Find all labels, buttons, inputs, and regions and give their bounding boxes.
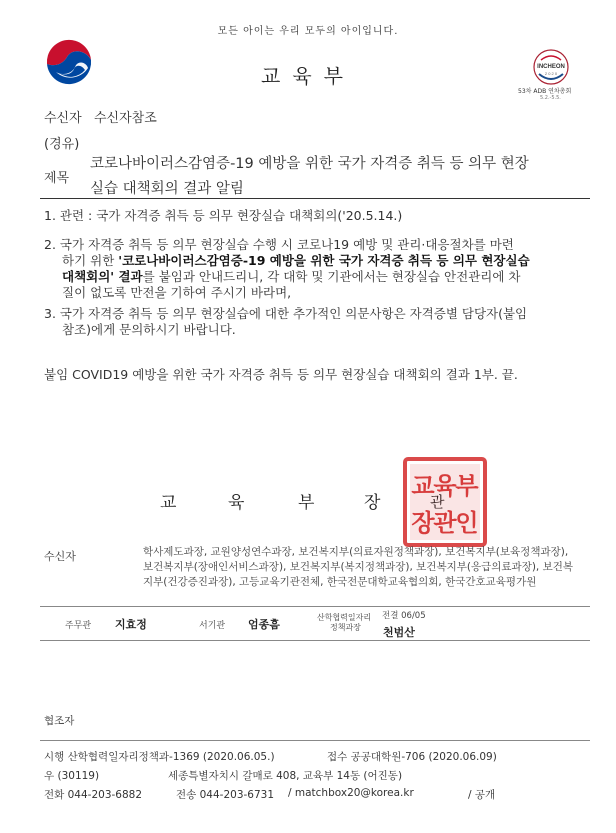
approval-bottom-divider: [40, 640, 590, 641]
body-item-1: 1. 관련 : 국가 자격증 취득 등 의무 현장실습 대책회의('20.5.14.): [44, 208, 403, 223]
phone-number: 전화 044-203-6882: [44, 789, 143, 801]
adb-logo-word: INCHEON: [537, 64, 565, 70]
approval-name-3: 천범산: [383, 626, 415, 639]
signature-char-3: 부: [298, 493, 315, 513]
subject-line-1: 코로나바이러스감염증-19 예방을 위한 국가 자격증 취득 등 의무 현장: [90, 156, 529, 172]
fax-number: 전송 044-203-6731: [176, 789, 275, 801]
subject-line-2: 실습 대책회의 결과 알림: [90, 181, 244, 197]
approval-name-1: 지효정: [115, 618, 147, 631]
approval-role-2: 서기관: [199, 621, 226, 631]
signature-char-2: 육: [228, 493, 245, 513]
approval-top-divider: [40, 606, 590, 607]
signature-char-1: 교: [160, 493, 177, 513]
approval-date: 전결 06/05: [382, 611, 426, 621]
footer-divider: [40, 740, 590, 741]
body-item-2-line-2-plain: 하기 위한: [62, 253, 119, 268]
postal-code: 우 (30119): [44, 770, 100, 782]
address: 세종특별자치시 갈매로 408, 교육부 14동 (어진동): [168, 770, 403, 782]
body-item-3-line-2: 참조)에게 문의하시기 바랍니다.: [62, 322, 236, 337]
subject-label: 제목: [44, 171, 70, 186]
body-item-2-line-1: 2. 국가 자격증 취득 등 의무 현장실습 수행 시 코로나19 예방 및 관리·대응절차를 마련: [44, 237, 514, 252]
via-label: (경유): [44, 137, 80, 152]
disclosure-status: / 공개: [468, 789, 496, 801]
recipients-label: 수신자: [44, 550, 76, 563]
adb-caption: 53차 ADB 연차총회: [518, 88, 572, 95]
subject-divider: [40, 198, 590, 199]
recipient-value: 수신자참조: [94, 111, 157, 126]
body-item-3-line-1: 3. 국가 자격증 취득 등 의무 현장실습에 대한 추가적인 의문사항은 자격증별 담당자(붙임: [44, 306, 528, 321]
adb-logo-year: 2 0 2 0: [544, 71, 558, 76]
approval-name-2: 엄종흠: [248, 618, 280, 631]
adb-dates: 5.2.-5.5.: [540, 95, 561, 101]
official-seal-icon: [403, 457, 487, 547]
cooperator-label: 협조자: [44, 715, 75, 727]
body-item-2-line-2-bold: '코로나바이러스감염증-19 예방을 위한 국가 자격증 취득 등 의무 현장실습: [118, 253, 530, 268]
seal-char-3: 부: [455, 472, 479, 500]
incheon-adb-logo-icon: [528, 48, 574, 86]
enforcement-number: 시행 산학협력일자리정책과-1369 (2020.06.05.): [44, 751, 275, 763]
approval-role-3-line-1: 산학협력일자리: [317, 613, 372, 622]
signature-char-4: 장: [364, 493, 381, 513]
seal-char-5: 관: [433, 509, 457, 537]
body-item-2-line-3-plain: 를 붙임과 안내드리니, 각 대학 및 기관에서는 현장실습 안전관리에 차: [142, 269, 521, 284]
seal-char-4: 장: [411, 509, 435, 537]
ministry-title: 교육부: [261, 64, 355, 88]
attachment-line: 붙임 COVID19 예방을 위한 국가 자격증 취득 등 의무 현장실습 대책회의 결과 1부. 끝.: [44, 367, 518, 382]
approval-role-3-line-2: 정책과장: [330, 623, 361, 632]
body-item-2-line-3-bold: 대책회의' 결과: [62, 269, 143, 284]
recipient-label: 수신자: [44, 111, 82, 126]
seal-char-6: 인: [455, 509, 479, 537]
signature-char-5: 관: [430, 493, 445, 511]
recipients-list: 학사제도과장, 교원양성연수과장, 보건복지부(의료자원정책과장), 보건복지부(보육정책과장), 보건복지부(장애인서비스과장), 보건복지부(복지정책과장), 보건복지부(응급의료과장), 보건복지부(건강증진과장), 고등교육기관전체, 한국전문대학교육협의회, 한국간호교육평가원: [143, 546, 574, 588]
seal-char-2: 육: [433, 472, 457, 500]
body-item-2-line-4: 질이 없도록 만전을 기하여 주시기 바라며,: [62, 285, 292, 300]
motto-text: 모든 아이는 우리 모두의 아이입니다.: [217, 26, 399, 37]
seal-char-1: 교: [411, 472, 435, 500]
receipt-number: 접수 공공대학원-706 (2020.06.09): [327, 751, 497, 763]
email-link[interactable]: / matchbox20@korea.kr: [288, 787, 414, 799]
approval-role-1: 주무관: [65, 621, 92, 631]
